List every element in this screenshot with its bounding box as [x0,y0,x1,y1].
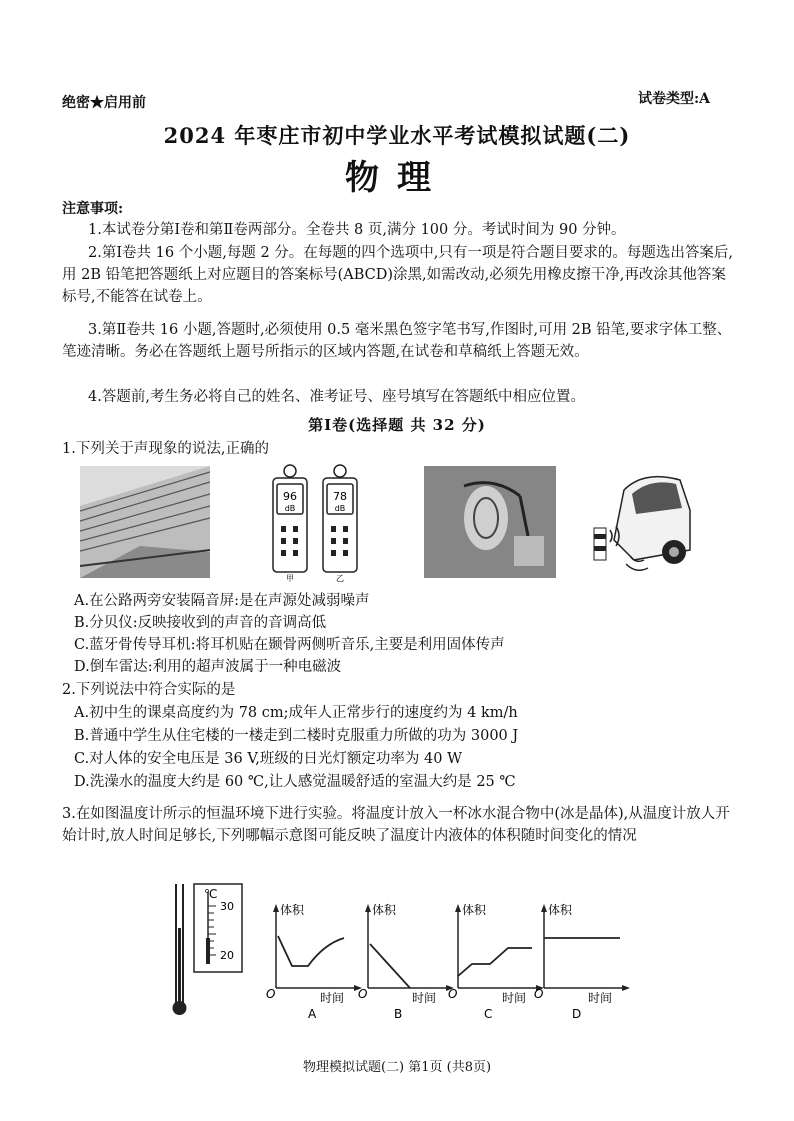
question-2-option-b: B.普通中学生从住宅楼的一楼走到二楼时克服重力所做的功为 3000 J [74,728,519,744]
page-footer: 物理模拟试题(二) 第1页 (共8页) [302,1060,492,1075]
graph-c [446,900,546,1020]
meter-2-unit: dB [334,504,346,513]
graph-b [356,900,456,1020]
meter-1-label: 甲 [286,574,294,582]
secret-label: 绝密★启用前 [62,95,146,111]
graph-c-xlabel: 时间 [502,991,527,1005]
paper-type-label: 试卷类型:A [637,91,710,107]
graph-b-xlabel: 时间 [412,991,437,1005]
graph-b-label: B [394,1007,403,1020]
graph-b-origin: O [358,987,368,1001]
exam-title: 2024 年枣庄市初中学业水平考试模拟试题(二) [163,123,631,148]
graph-d-origin: O [534,987,544,1001]
meter-1-value: 96 [283,490,297,503]
reversing-radar-figure [584,470,694,578]
graph-a-label: A [308,1007,317,1020]
graph-d-xlabel: 时间 [588,991,613,1005]
graph-d-label: D [572,1007,582,1020]
thermometer-figure [164,880,250,1020]
decibel-meters-figure [268,462,368,582]
section-1-heading: 第Ⅰ卷(选择题 共 32 分) [308,416,486,434]
sound-barrier-photo [80,466,210,578]
graph-d-ylabel: 体积 [548,903,573,917]
notes-heading: 注意事项: [62,201,124,217]
question-1-option-b: B.分贝仪:反映接收到的声音的音调高低 [74,615,327,631]
meter-2-value: 78 [333,490,347,503]
note-item-3: 3.第Ⅱ卷共 16 小题,答题时,必须使用 0.5 毫米黑色签字笔书写,作图时,可用 2B 铅笔,要求字体工整、笔迹清晰。务必在答题纸上题号所指示的区域内答题,在试卷和草稿纸上答题无效。 [62,322,732,360]
question-1-option-a: A.在公路两旁安装隔音屏:是在声源处减弱噪声 [74,593,370,609]
question-1-option-c: C.蓝牙骨传导耳机:将耳机贴在颞骨两侧听音乐,主要是利用固体传声 [74,637,505,653]
subject-title: 物理 [345,158,449,198]
graph-b-ylabel: 体积 [372,903,397,917]
graph-a [264,900,364,1020]
question-2-option-a: A.初中生的课桌高度约为 78 cm;成年人正常步行的速度约为 4 km/h [74,705,518,721]
question-2-stem: 2.下列说法中符合实际的是 [62,682,236,698]
graph-a-ylabel: 体积 [280,903,305,917]
graph-c-label: C [484,1007,493,1020]
thermo-scale-top: 30 [220,900,234,913]
graph-a-origin: O [266,987,276,1001]
question-1-stem: 1.下列关于声现象的说法,正确的 [62,441,269,457]
question-2-option-c: C.对人体的安全电压是 36 V,班级的日光灯额定功率为 40 W [74,751,462,767]
note-item-2: 2.第Ⅰ卷共 16 个小题,每题 2 分。在每题的四个选项中,只有一项是符合题目要求的。每题选出答案后,用 2B 铅笔把答题纸上对应题目的答案标号(ABCD)涂黑,如需改动,必须先用橡皮擦干净,再改涂其他答案标号,不能答在试卷上。 [62,245,733,305]
meter-1-unit: dB [284,504,296,513]
note-item-1: 1.本试卷分第Ⅰ卷和第Ⅱ卷两部分。全卷共 8 页,满分 100 分。考试时间为 90 分钟。 [88,222,626,238]
graph-d [532,900,632,1020]
bone-conduction-photo [424,466,556,578]
question-1-option-d: D.倒车雷达:利用的超声波属于一种电磁波 [74,659,342,675]
thermo-unit: ℃ [204,887,218,901]
question-2-option-d: D.洗澡水的温度大约是 60 ℃,让人感觉温暖舒适的室温大约是 25 ℃ [74,774,516,790]
note-item-4: 4.答题前,考生务必将自己的姓名、准考证号、座号填写在答题纸中相应位置。 [88,389,585,405]
question-3-stem: 3.在如图温度计所示的恒温环境下进行实验。将温度计放入一杯冰水混合物中(冰是晶体),从温度计放人开始计时,放人时间足够长,下列哪幅示意图可能反映了温度计内液体的体积随时间变化的情况 [62,806,730,844]
graph-a-xlabel: 时间 [320,991,345,1005]
thermo-scale-bottom: 20 [220,949,234,962]
meter-2-label: 乙 [336,574,344,582]
graph-c-ylabel: 体积 [462,903,487,917]
graph-c-origin: O [448,987,458,1001]
